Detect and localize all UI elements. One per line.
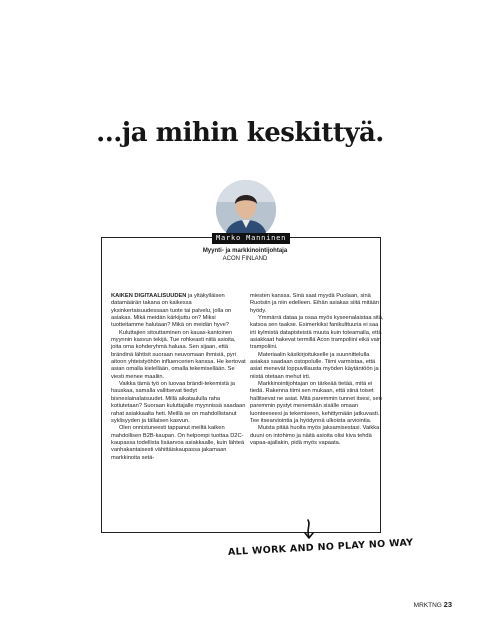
article-column-left <box>111 293 246 462</box>
article-text: ja yltäkylläisen datamäärän takana on kaikessa yksinkertaisuudessaan tuote tai palvelu, jolla on asiakas. Mikä meidän kärkijuttu on? Miksi tuotteitamme halutaan? Mikä on meidän hyve? <box>111 293 232 329</box>
author-name: Marko Manninen <box>212 233 290 244</box>
article-paragraph: Olen onnistuneesti tappanut meiltä kaiken mahdollisen B2B-kaupan. On helpompi tuottaa D2C-kaupassa todellista lisäarvoa asiakkaalle, kuin lähteä vanhakantaisesti vähittäiskaupassa jakamaan markkinoita setä- <box>111 425 245 461</box>
article-paragraph: miesten kanssa. Sinä saat myydä Puolaan, sinä Ruotsiin ja niin edelleen. Eihän asiakas siitä mitään hyödy. <box>250 293 379 314</box>
article-paragraph: Muista pitää huolta myös jaksamisestasi. Vaikka duuni on intohimo ja näitä asioita olisi kiva tehdä vapaa-ajallakin, pidä myös vapaata. <box>250 425 380 446</box>
page-footer <box>414 600 452 609</box>
magazine-name: MRKTNG <box>413 602 442 609</box>
article-column-right <box>250 293 385 447</box>
article-paragraph: Materiaalin käsikirjoitukselle ja suunnittelulla asiakas saadaan ostopolulle. Tiimi varmistaa, että asiat menevät loppuvillausta myöden käytäntöön ja niistä otetaan mehut irti. <box>250 351 379 380</box>
author-role-block <box>100 247 390 263</box>
page-number: 23 <box>443 600 452 609</box>
article-paragraph: Kuluttajien sitouttaminen on kauas-kantoinen myynnin kasvun tekijä. Tue rohkeasti niitä asioita, joita oma kohderyhmä haluaa. Sen sijaan, että brändinä lähtisit suoraan neuvomaan ihmisiä, pyri aitoon yhteistyöhön influencerien kanssa. He kertovat asian omalla kielellään, omalla tekemisellään. Se viesti menee maaliin. <box>111 329 246 380</box>
article-paragraph: Ymmärrä dataa ja osaa myös kyseenalaistaa sitä, katsoa sen taakse. Esimerkiksi fanikulttuuria ei saa irti kylmistä datapisteistä muuta kuin toteamalla, että asiakkaat hakevat termillä Acon trampoliini eikä vain trampoliini. <box>250 315 384 351</box>
author-photo <box>216 180 276 240</box>
article-paragraph <box>111 293 246 330</box>
author-role: Myynti- ja markkinointijohtaja <box>202 248 288 254</box>
article-paragraph: Markkinointijohtajan on tärkeää tietää, mitä ei tiedä. Rakenna tiimi sen mukaan, että siinä toiset hallitsevat ne asiat. Mitä paremmin tunnet itsesi, sen paremmin pystyt menemään sisälle omaan luonteeseesi ja tekemiseen, kehittymään jatkuvasti. Tee itsearviointia ja hyödynnä ulkoista arviointia. <box>250 381 382 424</box>
headline: ...ja mihin keskittyä. <box>96 118 384 148</box>
article-lead: KAIKEN DIGITAALISUUDEN <box>111 293 187 299</box>
tagline: ALL WORK AND NO PLAY NO WAY <box>227 537 414 558</box>
author-company: ACON FINLAND <box>222 256 268 262</box>
article-paragraph: Vaikka tämä työ on luovaa brändi-tekemistä ja hauskaa, samalla vallitsevat tiedyt bisneslainalaisuudet. Millä aikataululla raha kotiutetaan? Suoraan kuluttajalle myynnissä saadaan rahat asiakkaalta heti. Meillä se on mahdollistanut syklisyyden ja tällaisen kasvun. <box>111 381 246 424</box>
